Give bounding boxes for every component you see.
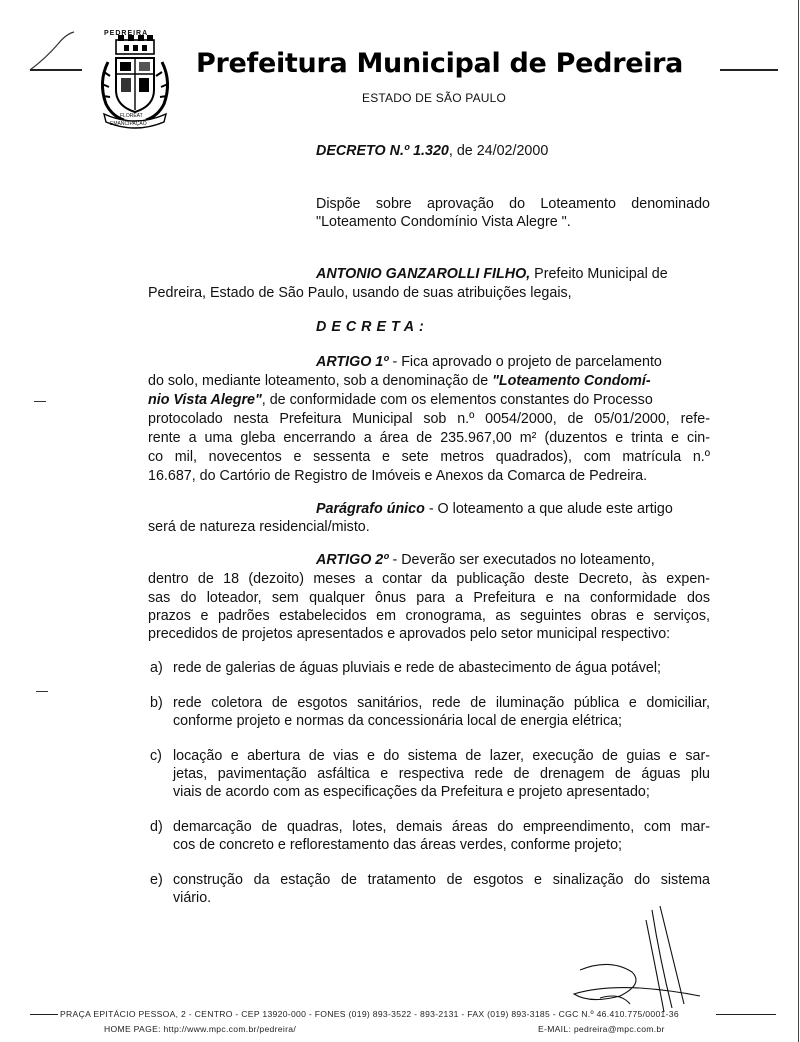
item-d-line-1: demarcação de quadras, lotes, demais áreas do empreendimento, com mar- [173, 819, 710, 835]
corner-mark [28, 30, 78, 72]
item-c-letter: c) [150, 748, 162, 764]
footer-address: PRAÇA EPITÁCIO PESSOA, 2 - CENTRO - CEP 13920-000 - FONES (019) 893-3522 - 893-2131 - FAX (019) 893-3185 - CGC N.º 46.410.775/0001-36 [60, 1009, 679, 1019]
artigo-1-label: ARTIGO 1º [316, 354, 389, 370]
preamble-line-2: Pedreira, Estado de São Paulo, usando de suas atribuições legais, [148, 285, 572, 301]
item-b-letter: b) [150, 695, 163, 711]
summary-line-1: Dispõe sobre aprovação do Loteamento denominado [316, 196, 710, 212]
decree-heading [316, 142, 548, 161]
crest-bottom-text: EMANCIPAÇÃO [110, 121, 147, 127]
page-edge [798, 0, 799, 1042]
margin-mark [34, 401, 46, 402]
item-e-line-1: construção da estação de tratamento de esgotos e sinalização do sistema [173, 872, 710, 888]
artigo-1-line-6: co mil, novecentos e sessenta e sete metros quadrados), com matrícula n.º [148, 449, 710, 465]
signature [560, 900, 720, 1020]
preamble-line-1: ANTONIO GANZAROLLI FILHO, Prefeito Municipal de [316, 266, 668, 282]
item-e-letter: e) [150, 872, 163, 888]
artigo-1-line-2: do solo, mediante loteamento, sob a denominação de "Loteamento Condomí- [148, 373, 651, 389]
header-title: Prefeitura Municipal de Pedreira [196, 48, 684, 79]
artigo-2-line-5: precedidos de projetos apresentados e aprovados pelo setor municipal respectivo: [148, 626, 671, 642]
paragrafo-line-2: será de natureza residencial/misto. [148, 519, 370, 535]
header-rule-right [720, 69, 778, 71]
item-d-line-2: cos de concreto e reflorestamento das áreas verdes, conforme projeto; [173, 837, 622, 853]
header-subtitle: ESTADO DE SÃO PAULO [362, 91, 507, 105]
artigo-1-line-1: ARTIGO 1º - Fica aprovado o projeto de parcelamento [316, 354, 662, 370]
artigo-1-line-5: rente a uma gleba encerrando a área de 235.967,00 m² (duzentos e trinta e cin- [148, 430, 710, 446]
item-c-line-3: viais de acordo com as especificações da Prefeitura e projeto apresentado; [173, 784, 650, 800]
artigo-2-line-1: ARTIGO 2º - Deverão ser executados no loteamento, [316, 552, 655, 568]
decree-date: , de 24/02/2000 [448, 143, 549, 159]
artigo-1-line-3: nio Vista Alegre", de conformidade com os elementos constantes do Processo [148, 392, 653, 408]
item-c-line-2: jetas, pavimentação asfáltica e respectiva rede de drenagem de águas plu [173, 766, 710, 782]
footer-email: E-MAIL: pedreira@mpc.com.br [538, 1024, 665, 1034]
header-rule-left [30, 69, 82, 71]
paragrafo-label: Parágrafo único [316, 501, 425, 517]
item-c-line-1: locação e abertura de vias e do sistema de lazer, execução de guias e sar- [173, 748, 710, 764]
item-b-line-1: rede coletora de esgotos sanitários, rede de iluminação pública e domiciliar, [173, 695, 710, 711]
item-e-line-2: viário. [173, 890, 212, 906]
footer-rule-left [30, 1014, 58, 1015]
crest-top-text: PEDREIRA [104, 30, 149, 37]
artigo-2-label: ARTIGO 2º [316, 552, 389, 568]
artigo-2-line-3: sas do loteador, sem qualquer ônus para a Prefeitura e na conformidade dos [148, 590, 710, 606]
paragrafo-line-1: Parágrafo único - O loteamento a que alude este artigo [316, 501, 673, 517]
crest-motto: FLOREAT [120, 113, 143, 119]
margin-mark [36, 691, 48, 692]
mayor-name: ANTONIO GANZAROLLI FILHO, [316, 266, 531, 282]
footer-rule-right [716, 1014, 776, 1015]
artigo-1-line-4: protocolado nesta Prefeitura Municipal sob n.º 0054/2000, de 05/01/2000, refe- [148, 411, 710, 427]
item-a-line-1: rede de galerias de águas pluviais e rede de abastecimento de água potável; [173, 660, 662, 676]
item-a-letter: a) [150, 660, 163, 676]
summary-line-2: "Loteamento Condomínio Vista Alegre ". [316, 214, 571, 230]
decree-number: DECRETO N.º 1.320 [316, 143, 449, 159]
decreta-heading: DECRETA: [316, 319, 429, 335]
item-d-letter: d) [150, 819, 163, 835]
artigo-1-line-7: 16.687, do Cartório de Registro de Imóveis e Anexos da Comarca de Pedreira. [148, 468, 648, 484]
item-b-line-2: conforme projeto e normas da concessionária local de energia elétrica; [173, 713, 623, 729]
artigo-2-line-2: dentro de 18 (dezoito) meses a contar da publicação deste Decreto, às expen- [148, 571, 710, 587]
artigo-2-line-4: prazos e padrões estabelecidos em cronograma, as seguintes obras e serviços, [148, 608, 710, 624]
footer-homepage: HOME PAGE: http://www.mpc.com.br/pedreira/ [104, 1024, 297, 1034]
